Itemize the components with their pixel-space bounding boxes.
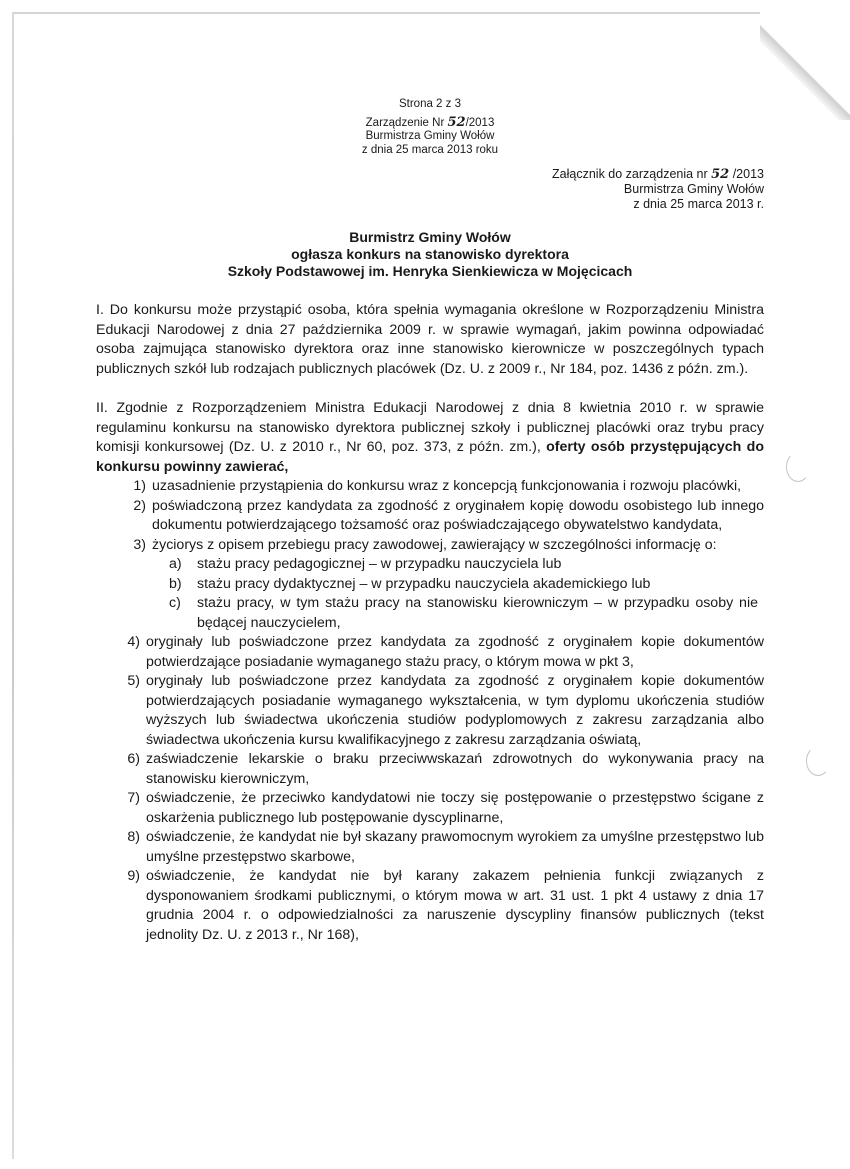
- list-item-number: 1): [133, 478, 146, 494]
- page-header: [96, 98, 764, 157]
- list-item-number: 2): [133, 497, 146, 514]
- annex-date: z dnia 25 marca 2013 r.: [633, 197, 764, 211]
- sublist-item-text: stażu pracy dydaktycznej – w przypadku nauczyciela akademickiego lub: [197, 575, 651, 592]
- list-item-text: zaświadczenie lekarskie o braku przeciwwskazań zdrowotnych do wykonywania pracy na stanowisku kierowniczym,: [146, 751, 764, 787]
- list-item-number: 8): [127, 829, 140, 845]
- sublist-item-letter: b): [169, 575, 182, 592]
- list-item-number: 3): [133, 536, 146, 553]
- sublist-item-text: stażu pracy, w tym stażu pracy na stanowisku kierowniczym – w przypadku osoby nie będącej nauczycielem,: [197, 595, 758, 631]
- list-item: [96, 867, 764, 945]
- list-item: [96, 828, 764, 867]
- sublist-item-text: stażu pracy pedagogicznej – w przypadku nauczyciela lub: [197, 556, 562, 572]
- list-item: [96, 536, 764, 556]
- order-date: z dnia 25 marca 2013 roku: [361, 143, 499, 156]
- handwritten-order-number: 52: [447, 114, 466, 130]
- list-item: [96, 789, 764, 828]
- annex-block: [96, 167, 764, 212]
- list-item-text: życiorys z opisem przebiegu pracy zawodowej, zawierający w szczególności informację o:: [152, 536, 717, 553]
- section-2-intro-bold: oferty osób przystępujących do konkursu powinny zawierać,: [96, 439, 764, 475]
- list-item-text: oryginały lub poświadczone przez kandydata za zgodność z oryginałem kopie dokumentów potwierdzające posiadanie wymaganego stażu pracy, o którym mowa w pkt 3,: [146, 634, 764, 670]
- list-item-number: 6): [127, 751, 140, 767]
- annex-line-1: [96, 167, 764, 182]
- annex-issuer: Burmistrza Gminy Wołów: [623, 182, 764, 196]
- annex-suffix: /2013: [729, 167, 764, 181]
- section-2-intro: [96, 399, 764, 477]
- list-item-number: 9): [127, 868, 140, 884]
- list-item-text: oryginały lub poświadczone przez kandydata za zgodność z oryginałem kopie dokumentów potwierdzających posiadanie wymaganego wykształcenia, w tym dyplomu ukończenia studiów wyższych lub świadectwa ukończenia studiów podyplomowych z zakresu zarządzania albo świadectwa ukończenia kursu kwalifikacyjnego z zakresu zarządzania oświatą,: [146, 673, 764, 748]
- experience-sublist: [96, 555, 764, 633]
- list-item-text: oświadczenie, że kandydat nie był karany zakazem pełnienia funkcji związanych z dysponowaniem środkami publicznymi, o którym mowa w art. 31 ust. 1 pkt 4 ustawy z dnia 17 grudnia 2004 r. o odpowiedzialności za naruszenie dyscypliny finansów publicznych (tekst jednolity Dz. U. z 2013 r., Nr 168),: [146, 868, 764, 943]
- list-item-number: 7): [127, 790, 140, 806]
- punch-hole-mark: [786, 452, 810, 482]
- sublist-item: [96, 575, 764, 595]
- order-prefix: Zarządzenie Nr: [365, 116, 448, 129]
- sublist-container: [96, 555, 764, 633]
- sublist-item-letter: a): [169, 556, 182, 572]
- list-item-text: oświadczenie, że kandydat nie był skazany prawomocnym wyrokiem za umyślne przestępstwo lub umyślne przestępstwo skarbowe,: [146, 829, 764, 865]
- list-item: [96, 672, 764, 750]
- folded-corner: [760, 10, 850, 120]
- list-item-text: poświadczoną przez kandydata za zgodność z oryginałem kopię dowodu osobistego lub innego dokumentu potwierdzającego tożsamość oraz poświadczającego obywatelstwo kandydata,: [152, 497, 764, 533]
- order-suffix: /2013: [465, 116, 495, 129]
- section-1-paragraph: I. Do konkursu może przystąpić osoba, która spełnia wymagania określone w Rozporządzeniu Ministra Edukacji Narodowej z dnia 27 października 2009 r. w sprawie wymagań, jakim powinna odpowiadać osoba zajmująca stanowisko dyrektora oraz inne stanowisko kierownicze w poszczególnych typach publicznych szkół lub rodzajach publicznych placówek (Dz. U. z 2009 r., Nr 184, poz. 1436 z późn. zm.).: [96, 302, 764, 377]
- sublist-item-letter: c): [169, 595, 181, 611]
- list-item-number: 5): [127, 673, 140, 689]
- document-title: [96, 229, 764, 280]
- scan-edge-top: [12, 12, 836, 14]
- requirements-list: [96, 477, 764, 945]
- list-item-text: oświadczenie, że przeciwko kandydatowi nie toczy się postępowanie o przestępstwo ścigane z oskarżenia publicznego lub postępowanie dyscyplinarne,: [146, 790, 764, 826]
- punch-hole-mark: [806, 746, 830, 776]
- order-issuer: Burmistrza Gminy Wołów: [365, 130, 495, 142]
- title-line-1: Burmistrz Gminy Wołów: [349, 229, 511, 245]
- sublist-item: [96, 594, 764, 633]
- title-line-2: ogłasza konkurs na stanowisko dyrektora: [291, 246, 569, 262]
- list-item: [96, 750, 764, 789]
- document-page: [96, 98, 764, 945]
- order-number-line: [96, 116, 764, 131]
- sublist-item: [96, 555, 764, 575]
- handwritten-annex-number: 52: [711, 167, 730, 182]
- page-number: Strona 2 z 3: [398, 98, 461, 110]
- list-item: [96, 497, 764, 536]
- list-item: [96, 633, 764, 672]
- title-line-3: Szkoły Podstawowej im. Henryka Sienkiewicza w Mojęcicach: [227, 263, 633, 279]
- scan-edge-left: [12, 12, 14, 1159]
- list-item: [96, 477, 764, 497]
- list-item-text: uzasadnienie przystąpienia do konkursu wraz z koncepcją funkcjonowania i rozwoju placówki,: [152, 478, 742, 494]
- annex-prefix: Załącznik do zarządzenia nr: [552, 167, 712, 181]
- list-item-number: 4): [127, 634, 140, 650]
- section-2-intro-text: II. Zgodnie z Rozporządzeniem Ministra Edukacji Narodowej z dnia 8 kwietnia 2010 r. w sprawie regulaminu konkursu na stanowisko dyrektora publicznej szkoły i publicznej placówki oraz trybu pracy komisji konkursowej (Dz. U. z 2010 r., Nr 60, poz. 373, z późn. zm.),: [96, 400, 764, 455]
